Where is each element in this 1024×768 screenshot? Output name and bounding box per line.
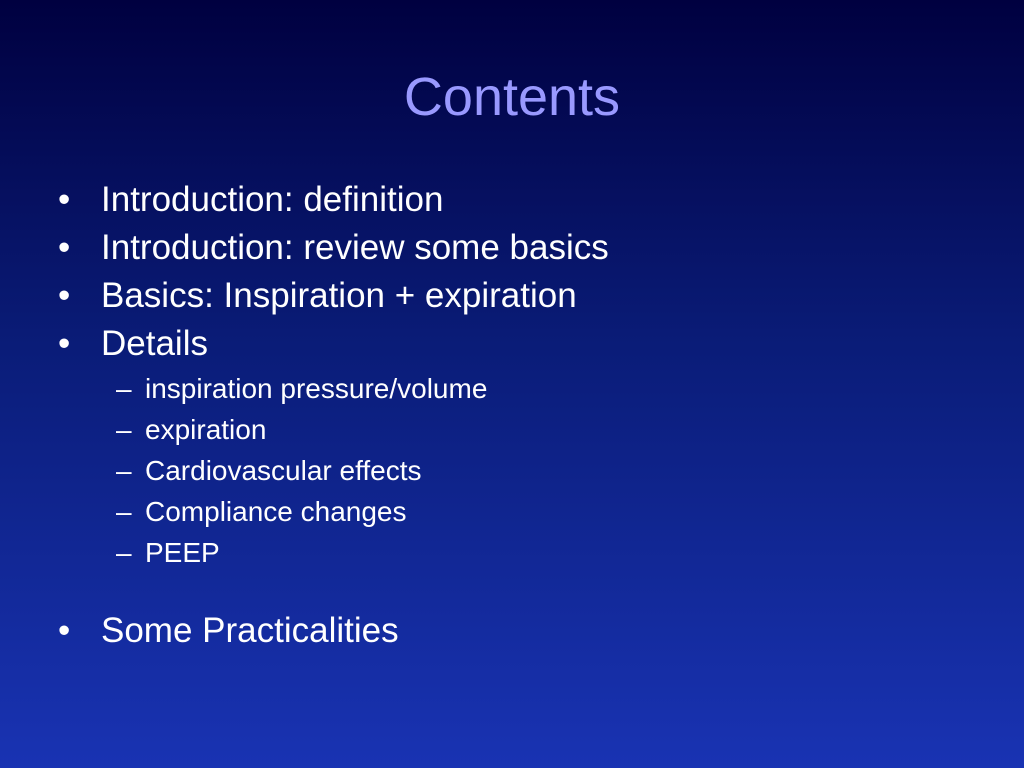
sub-list-item-label: Cardiovascular effects xyxy=(145,455,422,486)
dash-icon: – xyxy=(116,537,132,568)
dash-icon: – xyxy=(116,496,132,527)
bullet-icon: • xyxy=(58,611,71,650)
list-item-label: Basics: Inspiration + expiration xyxy=(101,276,577,315)
dash-icon: – xyxy=(116,414,132,445)
bullet-list xyxy=(58,176,998,655)
list-item-label: Details xyxy=(101,324,208,363)
list-item-label: Some Practicalities xyxy=(101,611,399,650)
sub-list-item-label: inspiration pressure/volume xyxy=(145,373,488,404)
sub-list-item xyxy=(58,368,998,409)
list-item xyxy=(58,176,998,224)
list-item xyxy=(58,320,998,368)
dash-icon: – xyxy=(116,373,132,404)
slide-title: Contents xyxy=(403,67,621,127)
bullet-icon: • xyxy=(58,276,71,315)
sub-list-item xyxy=(58,491,998,532)
list-item xyxy=(58,224,998,272)
sub-list-item-label: Compliance changes xyxy=(145,496,407,527)
list-item-label: Introduction: review some basics xyxy=(101,228,609,267)
bullet-icon: • xyxy=(58,324,71,363)
sub-list-item xyxy=(58,450,998,491)
list-item xyxy=(58,272,998,320)
list-item xyxy=(58,607,998,655)
list-spacer xyxy=(58,573,998,607)
dash-icon: – xyxy=(116,455,132,486)
list-item-label: Introduction: definition xyxy=(101,180,444,219)
bullet-icon: • xyxy=(58,228,71,267)
sub-list-item-label: PEEP xyxy=(145,537,220,568)
bullet-icon: • xyxy=(58,180,71,219)
sub-list-item xyxy=(58,409,998,450)
sub-list-item-label: expiration xyxy=(145,414,267,445)
sub-list-item xyxy=(58,532,998,573)
